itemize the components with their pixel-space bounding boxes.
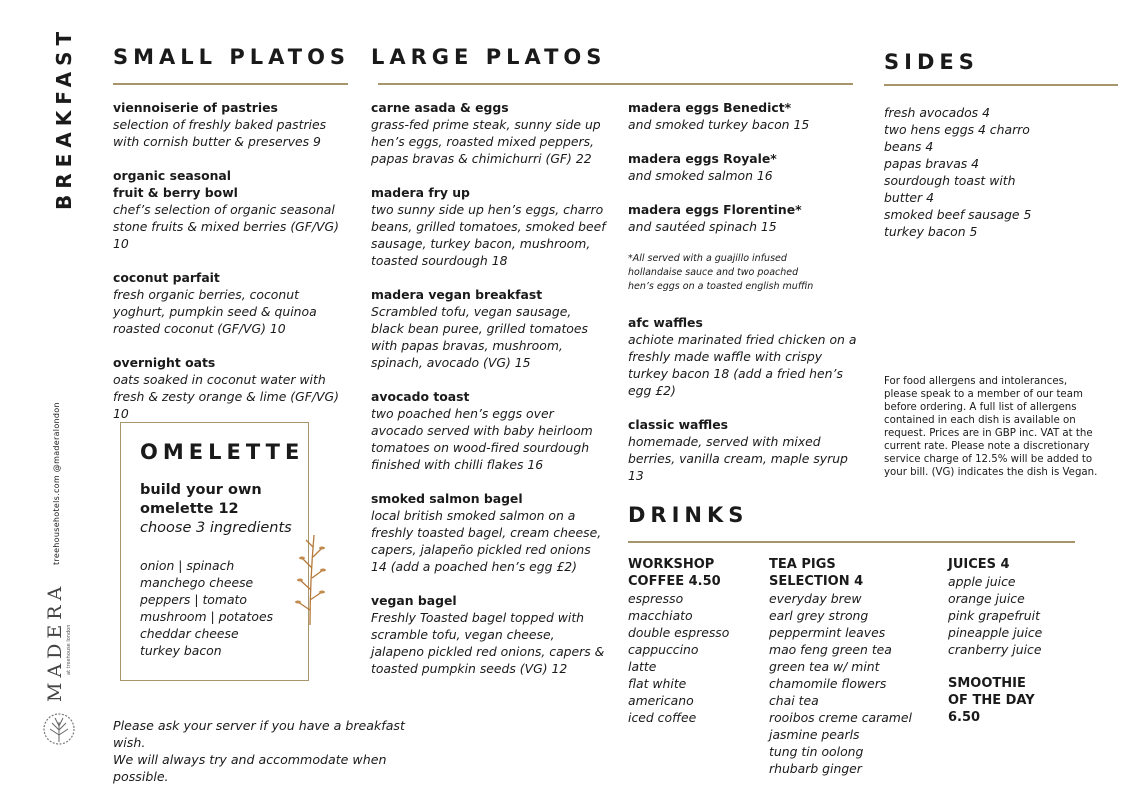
drink-item: cranberry juice (948, 642, 1042, 657)
coffee-heading: WORKSHOP COFFEE 4.50 (628, 557, 721, 589)
drinks-heading: DRINKS (628, 503, 749, 527)
drink-item: apple juice (948, 574, 1016, 589)
ingredient: cheddar cheese (140, 626, 239, 641)
menu-item (371, 184, 606, 269)
drink-item: cappuccino (628, 642, 699, 657)
tea-heading: TEA PIGS SELECTION 4 (769, 557, 864, 589)
large-platos-rule (378, 83, 853, 85)
drink-item: chamomile flowers (769, 676, 887, 691)
drink-item: everyday brew (769, 591, 862, 606)
brand-subtitle: at treehouse london (66, 624, 72, 675)
item-name: madera vegan breakfast (371, 287, 543, 302)
drink-item: espresso (628, 591, 684, 606)
ingredient: peppers | tomato (140, 592, 247, 607)
allergen-notice: For food allergens and intolerances, please speak to a member of our team before ordering. A full list of allergens contained in each dish is available on request. Prices are in GBP inc. VAT at the current rate. Please note a discretionary service charge of 12.5% will be added to your bill. (VG) indicates the dish is Vegan. (884, 376, 1098, 478)
item-desc: local british smoked salmon on a freshly toasted bagel, cream cheese, capers, jalapeño pickled red onions 14 (add a poached hen’s egg £2) (371, 508, 602, 574)
item-desc: two sunny side up hen’s eggs, charro beans, grilled tomatoes, smoked beef sausage, turkey bacon, mushroom, toasted sourdough 18 (371, 202, 606, 268)
menu-item (113, 354, 348, 422)
item-desc: and smoked salmon 16 (628, 168, 773, 183)
side-item: papas bravas 4 (884, 156, 980, 171)
side-item: two hens eggs 4 charro beans 4 (884, 122, 1030, 154)
drink-item: orange juice (948, 591, 1025, 606)
menu-item (628, 314, 860, 399)
omelette-build: build your own omelette 12 (140, 482, 262, 517)
menu-item (113, 269, 348, 337)
small-platos-heading: SMALL PLATOS (113, 45, 351, 69)
omelette-title: OMELETTE (140, 440, 305, 464)
eggs-footnote: *All served with a guajillo infused hollandaise sauce and two poached hen’s eggs on a toasted english muffin (628, 253, 814, 292)
side-item: turkey bacon 5 (884, 224, 978, 239)
drink-item: pink grapefruit (948, 608, 1040, 623)
drink-item: green tea w/ mint (769, 659, 880, 674)
item-desc: and smoked turkey bacon 15 (628, 117, 810, 132)
drink-item: chai tea (769, 693, 819, 708)
breakfast-wish-note (113, 717, 433, 785)
item-name: madera eggs Florentine* (628, 202, 802, 217)
side-item: sourdough toast with butter 4 (884, 173, 1016, 205)
drink-item: mao feng green tea (769, 642, 892, 657)
large-platos-list-1 (371, 99, 606, 694)
menu-item (113, 99, 348, 150)
item-name: coconut parfait (113, 270, 220, 285)
drink-item: flat white (628, 676, 687, 691)
item-desc: chef’s selection of organic seasonal stone fruits & mixed berries (GF/VG) 10 (113, 202, 339, 251)
breakfast-label: BREAKFAST (52, 25, 76, 210)
item-name: carne asada & eggs (371, 100, 509, 115)
drink-item: latte (628, 659, 657, 674)
item-desc: achiote marinated fried chicken on a freshly made waffle with crispy turkey bacon 18 (add a fried hen’s egg £2) (628, 332, 857, 398)
menu-item (628, 416, 860, 484)
item-desc: grass-fed prime steak, sunny side up hen’s eggs, roasted mixed peppers, papas bravas & chimichurri (GF) 22 (371, 117, 601, 166)
drink-item: double espresso (628, 625, 730, 640)
drink-item: macchiato (628, 608, 693, 623)
sides-list (884, 104, 1034, 240)
item-desc: homemade, served with mixed berries, vanilla cream, maple syrup 13 (628, 434, 848, 483)
wish-line: Please ask your server if you have a breakfast wish. (113, 718, 405, 750)
website-handle: treehousehotels.com @maderalondon (52, 402, 61, 565)
drink-item: tung tin oolong (769, 744, 864, 759)
item-name: smoked salmon bagel (371, 491, 523, 506)
item-desc: and sautéed spinach 15 (628, 219, 777, 234)
item-desc: Scrambled tofu, vegan sausage, black bean puree, grilled tomatoes with papas bravas, mushroom, spinach, avocado (VG) 15 (371, 304, 588, 370)
brand-logo: MADERA (44, 581, 66, 702)
menu-item (371, 592, 606, 677)
drinks-tea (769, 556, 919, 777)
item-name: organic seasonal fruit & berry bowl (113, 168, 238, 200)
item-name: madera eggs Benedict* (628, 100, 792, 115)
drink-item: pineapple juice (948, 625, 1043, 640)
menu-item (628, 150, 860, 184)
drink-item: rhubarb ginger (769, 761, 862, 776)
side-item: fresh avocados 4 (884, 105, 990, 120)
menu-item (628, 201, 860, 235)
small-platos-list (113, 99, 348, 439)
item-name: vegan bagel (371, 593, 457, 608)
menu-item (113, 167, 348, 252)
item-name: afc waffles (628, 315, 703, 330)
item-desc: Freshly Toasted bagel topped with scramble tofu, vegan cheese, jalapeno pickled red onions, capers & toasted pumpkin seeds (VG) 12 (371, 610, 605, 676)
drink-item: iced coffee (628, 710, 697, 725)
drink-item: peppermint leaves (769, 625, 886, 640)
menu-item (371, 388, 606, 473)
omelette-ingredients (140, 557, 273, 659)
drinks-rule (628, 541, 1075, 543)
menu-item (371, 286, 606, 371)
item-name: classic waffles (628, 417, 729, 432)
ingredient: manchego cheese (140, 575, 254, 590)
item-name: madera fry up (371, 185, 470, 200)
large-platos-list-2 (628, 99, 860, 501)
drink-item: jasmine pearls (769, 727, 860, 742)
sides-heading: SIDES (884, 50, 979, 74)
item-desc: two poached hen’s eggs over avocado served with baby heirloom tomatoes on wood-fired sourdough finished with chilli flakes 16 (371, 406, 593, 472)
small-platos-rule (113, 83, 348, 85)
item-name: avocado toast (371, 389, 470, 404)
item-name: madera eggs Royale* (628, 151, 777, 166)
menu-item (371, 99, 606, 167)
drinks-juices (948, 556, 1078, 726)
smoothie-heading: SMOOTHIE OF THE DAY 6.50 (948, 676, 1035, 725)
tree-logo-icon (42, 712, 76, 746)
drink-item: americano (628, 693, 694, 708)
drink-item: earl grey strong (769, 608, 869, 623)
sides-rule (884, 84, 1118, 86)
ingredient: mushroom | potatoes (140, 609, 274, 624)
drinks-coffee (628, 556, 748, 726)
side-item: smoked beef sausage 5 (884, 207, 1032, 222)
item-desc: oats soaked in coconut water with fresh & zesty orange & lime (GF/VG) 10 (113, 372, 339, 421)
omelette-choose: choose 3 ingredients (140, 520, 292, 536)
drink-item: rooibos creme caramel (769, 710, 912, 725)
herb-sprig-icon (288, 530, 330, 626)
ingredient: turkey bacon (140, 643, 222, 658)
item-desc: selection of freshly baked pastries with cornish butter & preserves 9 (113, 117, 327, 149)
menu-item (628, 99, 860, 133)
ingredient: onion | spinach (140, 558, 235, 573)
large-platos-heading: LARGE PLATOS (371, 45, 607, 69)
juices-heading: JUICES 4 (948, 557, 1010, 572)
item-name: overnight oats (113, 355, 216, 370)
item-name: viennoiserie of pastries (113, 100, 278, 115)
menu-item (371, 490, 606, 575)
item-desc: fresh organic berries, coconut yoghurt, pumpkin seed & quinoa roasted coconut (GF/VG) 10 (113, 287, 317, 336)
wish-line: We will always try and accommodate when possible. (113, 752, 387, 784)
